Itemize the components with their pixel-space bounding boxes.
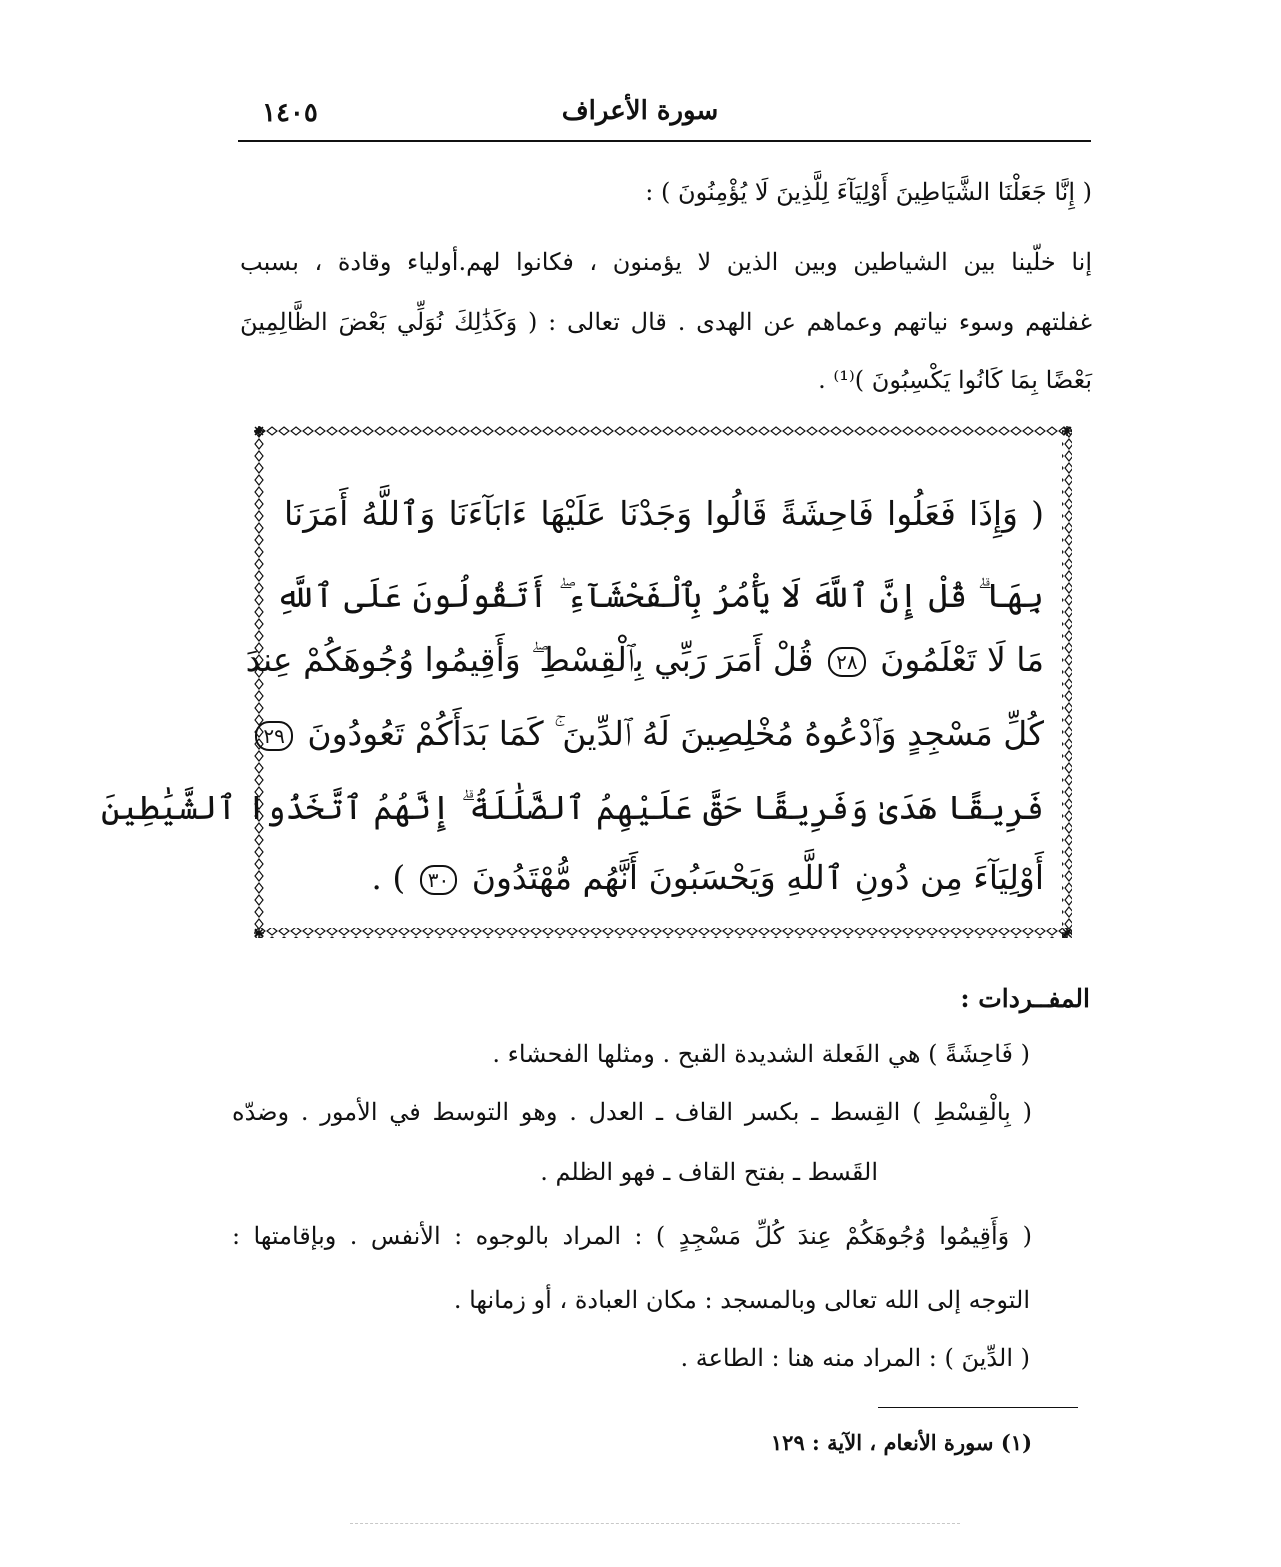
vocab-entry-qist: ( بِالْقِسْطِ ) القِسط ـ بكسر القاف ـ العدل . وهو التوسط في الأمور . وضدّه [232,1098,1032,1126]
quran-line-3-part-2: قُلْ أَمَرَ رَبِّي بِٱلْقِسْطِ ۖ وَأَقِيمُوا وُجُوهَكُمْ عِندَ [245,640,814,679]
commentary-line-3: بَعْضًا بِمَا كَانُوا يَكْسِبُونَ )⁽¹⁾ . [818,366,1092,394]
ayah-number-29: ٢٩ [255,721,292,751]
quran-line-6 [284,848,1044,908]
quran-line-4 [263,704,1044,764]
vocab-entry-din: ( الدِّينَ ) : المراد منه هنا : الطاعة . [680,1344,1030,1372]
quran-line-5: فَرِيقًا هَدَىٰ وَفَرِيقًا حَقَّ عَلَيْهِمُ ٱلضَّلَٰلَةُ ۗ إِنَّهُمُ ٱتَّخَذُوا ٱلشَّيَٰطِينَ [101,788,1044,827]
quran-line-2: بِهَا ۗ قُلْ إِنَّ ٱللَّهَ لَا يَأْمُرُ بِٱلْفَحْشَآءِ ۖ أَتَقُولُونَ عَلَى ٱللَّهِ [275,576,1044,615]
commentary-line-1: إنا خلّينا بين الشياطين وبين الذين لا يؤمنون ، فكانوا لهم.أولياء وقادة ، بسبب [240,248,1092,276]
footnote-divider [878,1407,1078,1408]
ayah-number-28: ٢٨ [828,647,865,677]
commentary-verse-quote: ( إِنَّا جَعَلْنَا الشَّيَاطِينَ أَوْلِيَآءَ لِلَّذِينَ لَا يُؤْمِنُونَ ) : [645,178,1092,206]
quran-line-6-text: أَوْلِيَآءَ مِن دُونِ ٱللَّهِ وَيَحْسَبُونَ أَنَّهُم مُّهْتَدُونَ [471,858,1044,897]
vocab-entry-aqimu: ( وَأَقِيمُوا وُجُوهَكُمْ عِندَ كُلِّ مَسْجِدٍ ) : المراد بالوجوه : الأنفس . وبإقامتها : [232,1222,1032,1250]
quran-line-3-part-1: مَا لَا تَعْلَمُونَ [880,640,1044,679]
quran-line-1: ( وَإِذَا فَعَلُوا فَاحِشَةً قَالُوا وَجَدْنَا عَلَيْهَا ءَابَآءَنَا وَٱللَّهُ أَمَرَنَا [284,494,1044,533]
quran-line-4-text: كُلِّ مَسْجِدٍ وَٱدْعُوهُ مُخْلِصِينَ لَهُ ٱلدِّينَ ۚ كَمَا بَدَأَكُمْ تَعُودُونَ [307,714,1044,753]
vocab-entry-qist-cont: القَسط ـ بفتح القاف ـ فهو الظلم . [540,1158,878,1186]
page-number: ١٤٠٥ [262,98,318,128]
quran-line-6-close: ) . [371,858,406,897]
vocabulary-heading: المفــردات : [960,984,1090,1013]
vocab-entry-aqimu-cont: التوجه إلى الله تعالى وبالمسجد : مكان العبادة ، أو زمانها . [453,1286,1030,1314]
scan-artifact-line [350,1523,960,1524]
header-divider [238,140,1091,142]
surah-title: سورة الأعراف [561,96,719,126]
ayah-number-30: ٣٠ [420,865,457,895]
footnote: (١) سورة الأنعام ، الآية : ١٢٩ [770,1430,1032,1455]
vocab-entry-fahisha: ( فَاحِشَةً ) هي الفَعلة الشديدة القبح . ومثلها الفحشاء . [492,1040,1030,1068]
quran-line-3 [245,630,1044,690]
commentary-line-2: غفلتهم وسوء نياتهم وعماهم عن الهدى . قال تعالى : ( وَكَذَٰلِكَ نُوَلِّي بَعْضَ الظَّالِمِينَ [240,308,1092,336]
